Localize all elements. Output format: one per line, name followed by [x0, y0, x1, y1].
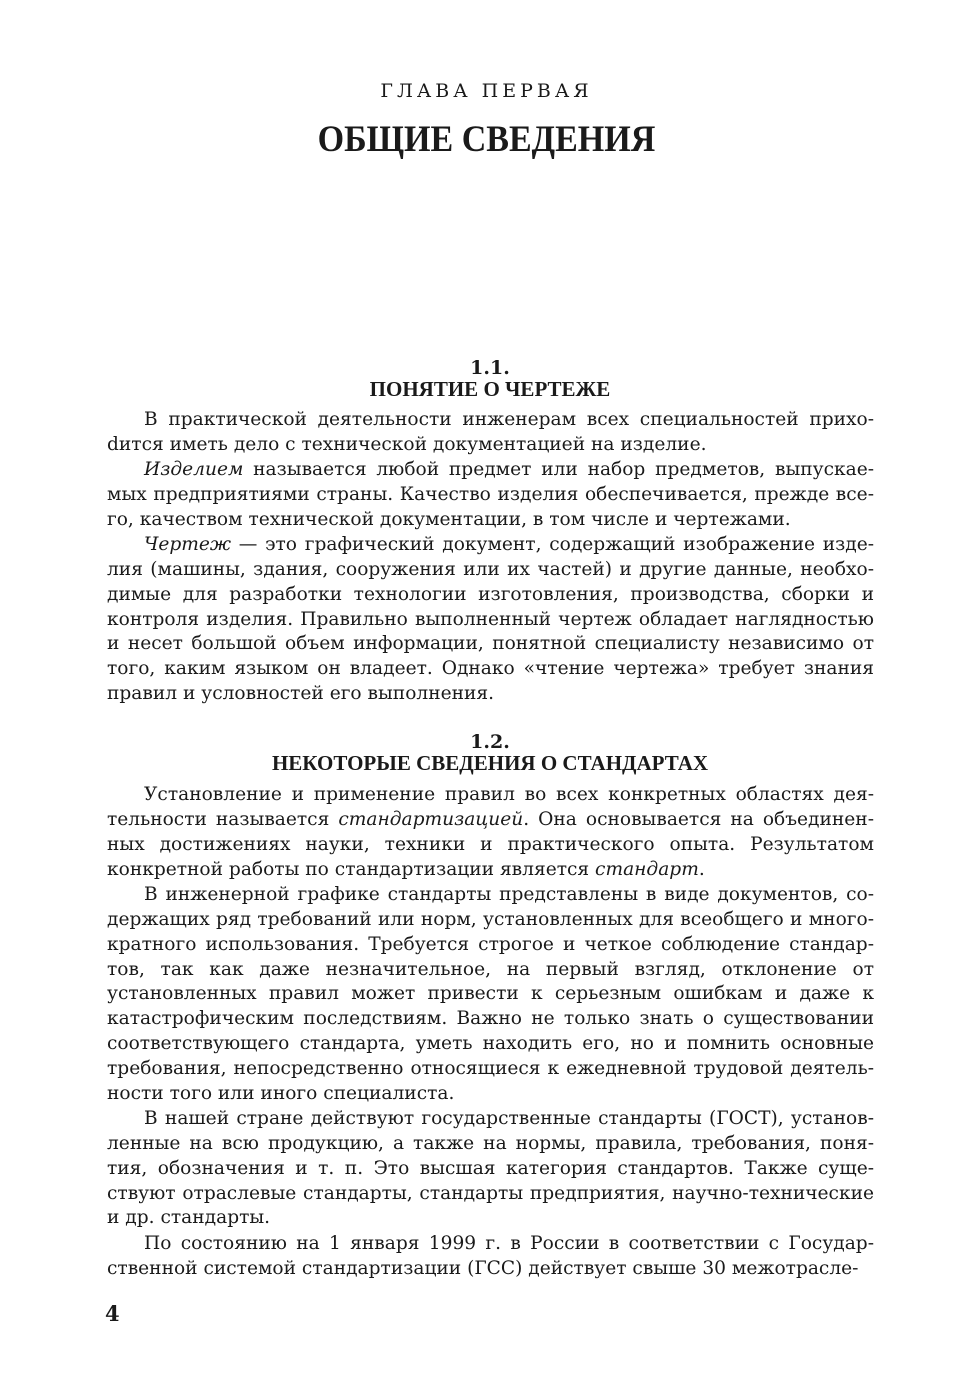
page-number: 4 — [105, 1301, 120, 1326]
text-run: — это графический документ, содержащий изображение изделия (машины, здания, сооружения или их частей) и другие данные, необходимые для разработки технологии изготовления, производства, сборки и контроля изделия. Правильно выполненный чертеж обладает наглядностью и несет большой объем информации, понятной специалисту независимо от того, каким языком он владеет. Однако «чтение чертежа» требует знания правил и условностей его выполнения. — [107, 534, 874, 705]
italic-term: Изделием — [144, 459, 244, 480]
section-number: 1.2. — [470, 731, 510, 753]
text-run: По состоянию на 1 января 1999 г. в России в соответствии с Государственной системой стандартизации (ГСС) действует свыше 30 межотрасле- — [107, 1233, 874, 1279]
text-run: В нашей стране действуют государственные стандарты (ГОСТ), установленные на всю продукцию, а также на нормы, правила, требования, понятия, обозначения и т. п. Это высшая категория стандартов. Также существуют отраслевые стандарты, стандарты предприятия, научно-технические и др. стандарты. — [107, 1108, 874, 1229]
text-run: В инженерной графике стандарты представлены в виде документов, содержащих ряд требований или норм, установленных для всеобщего и многократного использования. Требуется строгое и четкое соблюдение стандартов, так как даже незначительное, на первый взгляд, отклонение от установленных правил может привести к серьезным ошибкам и даже к катастрофическим последствиям. Важно не только знать о существовании соответствующего стандарта, уметь находить его, но и помнить основные требования, непосредственно относящиеся к ежедневной трудовой деятельности того или иного специалиста. — [107, 884, 874, 1104]
paragraph — [107, 1107, 874, 1231]
section-title: ПОНЯТИЕ О ЧЕРТЕЖЕ — [369, 377, 611, 401]
section-number: 1.1. — [470, 357, 510, 379]
text-run: Установление и применение правил во всех конкретных областях деятельности называется — [107, 784, 874, 830]
italic-term: Чертеж — [144, 534, 232, 555]
paragraph — [107, 1232, 874, 1282]
paragraph — [107, 783, 874, 882]
chapter-title: ОБЩИЕ СВЕДЕНИЯ — [317, 119, 656, 160]
paragraph — [107, 458, 874, 533]
text-run: . Она основывается на объединенных достижениях науки, техники и практического опыта. Результатом конкретной работы по стандартизации является — [107, 808, 874, 880]
text-run: . — [698, 858, 705, 880]
italic-term: стандартизацией — [338, 808, 524, 830]
paragraph — [107, 533, 874, 707]
paragraph — [107, 883, 874, 1107]
italic-term: стандарт — [595, 858, 699, 880]
text-run: В практической деятельности инженерам всех специальностей прихоdится иметь дело с технической документацией на изделие. — [107, 409, 874, 455]
text-run: называется любой предмет или набор предметов, выпускаемых предприятиями страны. Качество изделия обеспечивается, прежде всего, качеством технической документации, в том числе и чертежами. — [107, 459, 874, 530]
paragraph — [107, 408, 874, 458]
chapter-label: ГЛАВА ПЕРВАЯ — [380, 80, 593, 102]
section-title: НЕКОТОРЫЕ СВЕДЕНИЯ О СТАНДАРТАХ — [271, 751, 709, 775]
